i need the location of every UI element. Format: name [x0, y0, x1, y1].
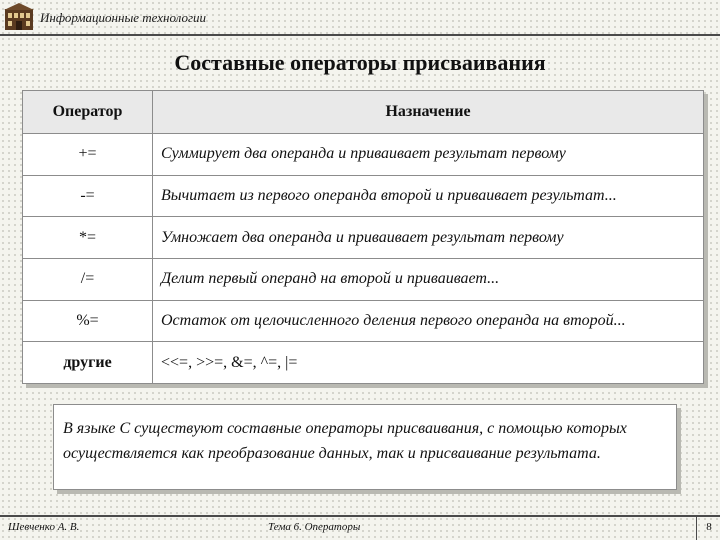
slide-title: Составные операторы присваивания [174, 50, 546, 75]
header-bar [0, 0, 720, 36]
operator-cell: другие [23, 342, 153, 384]
description-cell: Суммирует два операнда и приваивает результат первому [153, 134, 704, 176]
description-cell: Умножает два операнда и приваивает результат первому [153, 217, 704, 259]
description-cell: <<=, >>=, &=, ^=, |= [153, 342, 704, 384]
table-header-row [23, 91, 704, 134]
operator-cell: += [23, 134, 153, 176]
column-header-purpose: Назначение [153, 91, 704, 134]
table-row [23, 342, 704, 384]
column-header-operator: Оператор [23, 91, 153, 134]
table-row [23, 134, 704, 176]
operator-cell: %= [23, 300, 153, 342]
operator-cell: *= [23, 217, 153, 259]
description-cell: Остаток от целочисленного деления первого операнда на второй... [153, 300, 704, 342]
header-divider [0, 34, 720, 36]
table-row [23, 258, 704, 300]
operators-table [22, 90, 704, 384]
operator-cell: -= [23, 175, 153, 217]
table-row [23, 217, 704, 259]
note-box: В языке С существуют составные операторы присваивания, с помощью которых осуществляется как преобразование данных, так и присваивание результата. [53, 404, 677, 490]
footer-topic: Тема 6. Операторы [268, 521, 361, 533]
description-cell: Делит первый операнд на второй и приваивает... [153, 258, 704, 300]
description-cell: Вычитает из первого операнда второй и приваивает результат... [153, 175, 704, 217]
page-number: 8 [706, 521, 712, 533]
building-logo-icon [4, 3, 34, 31]
footer-divider [0, 515, 720, 517]
footer-separator [696, 515, 697, 540]
table-row [23, 300, 704, 342]
operator-cell: /= [23, 258, 153, 300]
table-row [23, 175, 704, 217]
header-title: Информационные технологии [40, 10, 207, 25]
footer-author: Шевченко А. В. [8, 521, 80, 533]
